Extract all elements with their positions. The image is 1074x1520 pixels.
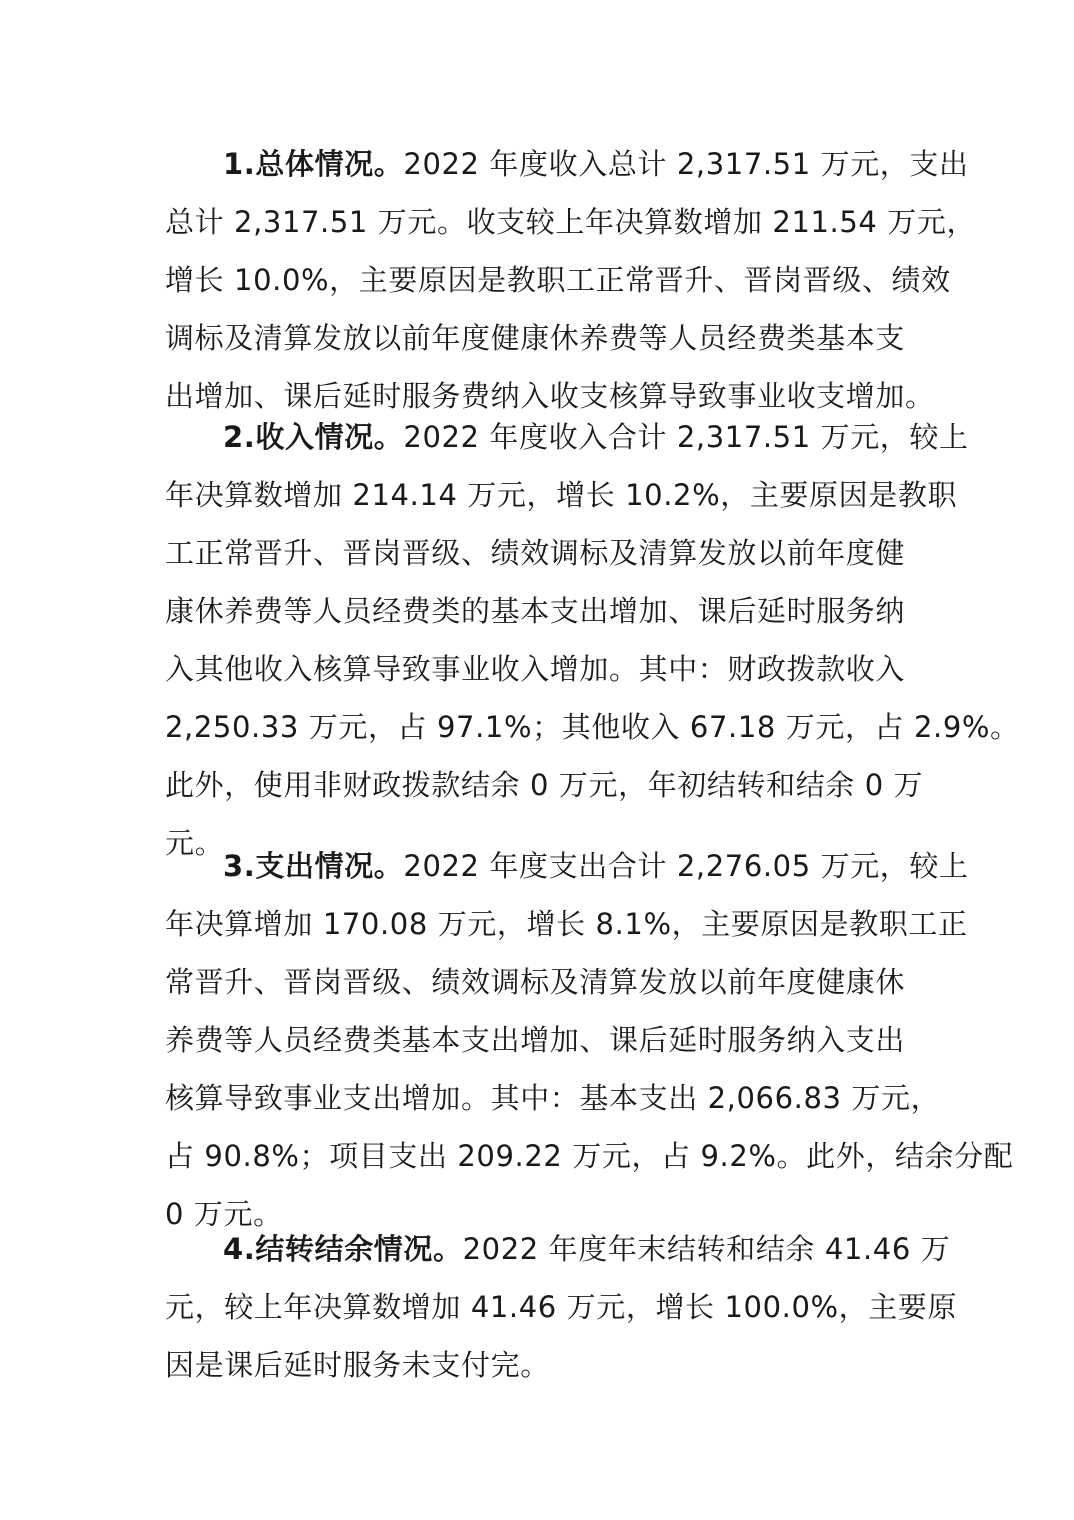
section-line: 元，较上年决算数增加 41.46 万元，增长 100.0%，主要原 <box>165 1290 958 1324</box>
section-line: 因是课后延时服务未支付完。 <box>165 1348 550 1382</box>
section-heading: 2.收入情况。 <box>223 420 404 454</box>
section-first-line <box>165 1220 951 1278</box>
section-line: 康休养费等人员经费类的基本支出增加、课后延时服务纳 <box>165 594 906 628</box>
section-line: 出增加、课后延时服务费纳入收支核算导致事业收支增加。 <box>165 379 935 413</box>
section-first-line <box>165 408 969 466</box>
section-line: 增长 10.0%，主要原因是教职工正常晋升、晋岗晋级、绩效 <box>165 263 951 297</box>
section-line: 占 90.8%；项目支出 209.22 万元，占 9.2%。此外，结余分配 <box>165 1139 1014 1173</box>
section-line: 入其他收入核算导致事业收入增加。其中：财政拨款收入 <box>165 652 906 686</box>
section-line: 总计 2,317.51 万元。收支较上年决算数增加 211.54 万元， <box>165 205 977 239</box>
section-line: 元。 <box>165 826 225 860</box>
section-line: 此外，使用非财政拨款结余 0 万元，年初结转和结余 0 万 <box>165 768 924 802</box>
section-heading: 1.总体情况。 <box>223 147 404 181</box>
section-line: 0 万元。 <box>165 1197 283 1231</box>
section-line: 2,250.33 万元，占 97.1%；其他收入 67.18 万元，占 2.9%。 <box>165 710 1020 744</box>
section-expenditure <box>165 837 1014 1243</box>
section-first-line <box>165 135 969 193</box>
section-text: 2022 年度收入合计 2,317.51 万元，较上 <box>403 420 969 454</box>
section-line: 工正常晋升、晋岗晋级、绩效调标及清算发放以前年度健 <box>165 536 906 570</box>
section-first-line <box>165 837 969 895</box>
section-line: 年决算增加 170.08 万元，增长 8.1%，主要原因是教职工正 <box>165 907 968 941</box>
section-heading: 3.支出情况。 <box>223 849 404 883</box>
section-line: 常晋升、晋岗晋级、绩效调标及清算发放以前年度健康休 <box>165 965 906 999</box>
section-heading: 4.结转结余情况。 <box>223 1232 463 1266</box>
section-line: 调标及清算发放以前年度健康休养费等人员经费类基本支 <box>165 321 906 355</box>
section-carryover <box>165 1220 958 1394</box>
section-line: 核算导致事业支出增加。其中：基本支出 2,066.83 万元， <box>165 1081 941 1115</box>
section-text: 2022 年度年末结转和结余 41.46 万 <box>462 1232 951 1266</box>
section-income <box>165 408 1020 872</box>
section-line: 养费等人员经费类基本支出增加、课后延时服务纳入支出 <box>165 1023 906 1057</box>
section-overall <box>165 135 977 425</box>
section-text: 2022 年度收入总计 2,317.51 万元，支出 <box>403 147 969 181</box>
section-text: 2022 年度支出合计 2,276.05 万元，较上 <box>403 849 969 883</box>
section-line: 年决算数增加 214.14 万元，增长 10.2%，主要原因是教职 <box>165 478 958 512</box>
